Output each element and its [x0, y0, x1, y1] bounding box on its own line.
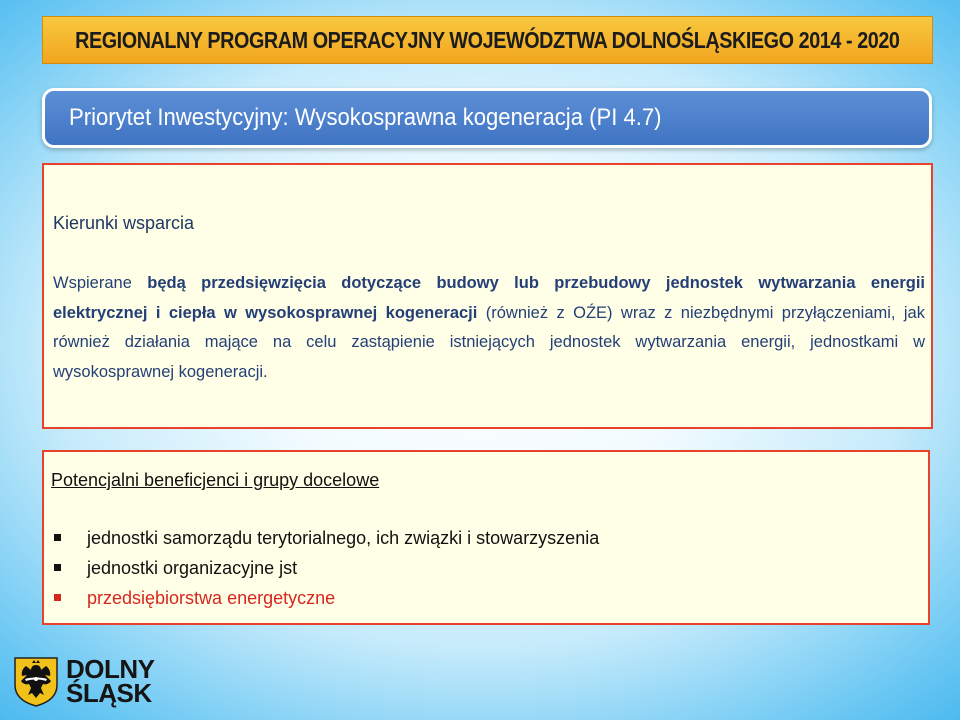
- bullet-square-icon: [54, 564, 61, 571]
- beneficiaries-heading: Potencjalni beneficjenci i grupy docelowe: [51, 470, 380, 490]
- dolny-slask-logo: [12, 655, 160, 707]
- beneficiaries-panel: [42, 450, 930, 625]
- priority-title-box: [42, 88, 932, 148]
- list-item-label: przedsiębiorstwa energetyczne: [87, 588, 336, 608]
- priority-title: Priorytet Inwestycyjny: Wysokosprawna kogeneracja (PI 4.7): [69, 104, 662, 131]
- beneficiaries-list: [51, 528, 599, 618]
- list-item: [51, 528, 599, 558]
- banner-title: REGIONALNY PROGRAM OPERACYJNY WOJEWÓDZTWA DOLNOŚLĄSKIEGO 2014 - 2020: [75, 26, 900, 53]
- paragraph-rest: (również z OŹE) wraz z niezbędnymi przyłączeniami, jak również działania mające na celu zastąpienie istniejących jednostek wytwarzania energii, jednostkami w wysokosprawnej kogeneracji.: [53, 303, 925, 381]
- list-item-label: jednostki samorządu terytorialnego, ich związki i stowarzyszenia: [87, 528, 600, 548]
- bullet-square-icon: [54, 534, 61, 541]
- logo-line-1: DOLNY: [66, 654, 155, 684]
- support-directions-heading: Kierunki wsparcia: [53, 213, 195, 233]
- list-item-label: jednostki organizacyjne jst: [87, 558, 298, 578]
- program-banner: [42, 16, 933, 64]
- logo-line-2: ŚLĄSK: [66, 678, 152, 708]
- list-item: [51, 588, 599, 618]
- support-directions-panel: [42, 163, 933, 429]
- bullet-square-icon: [54, 594, 61, 601]
- eagle-coat-of-arms-icon: [12, 655, 60, 707]
- paragraph-intro: Wspierane: [53, 274, 148, 292]
- list-item: [51, 558, 599, 588]
- logo-wordmark: [66, 654, 155, 708]
- support-directions-paragraph: [53, 269, 925, 387]
- paragraph-bold-text: będą przedsięwzięcia dotyczące budowy lub przebudowy jednostek wytwarzania energii elektrycznej i ciepła w wysokosprawnej kogeneracji: [53, 274, 926, 322]
